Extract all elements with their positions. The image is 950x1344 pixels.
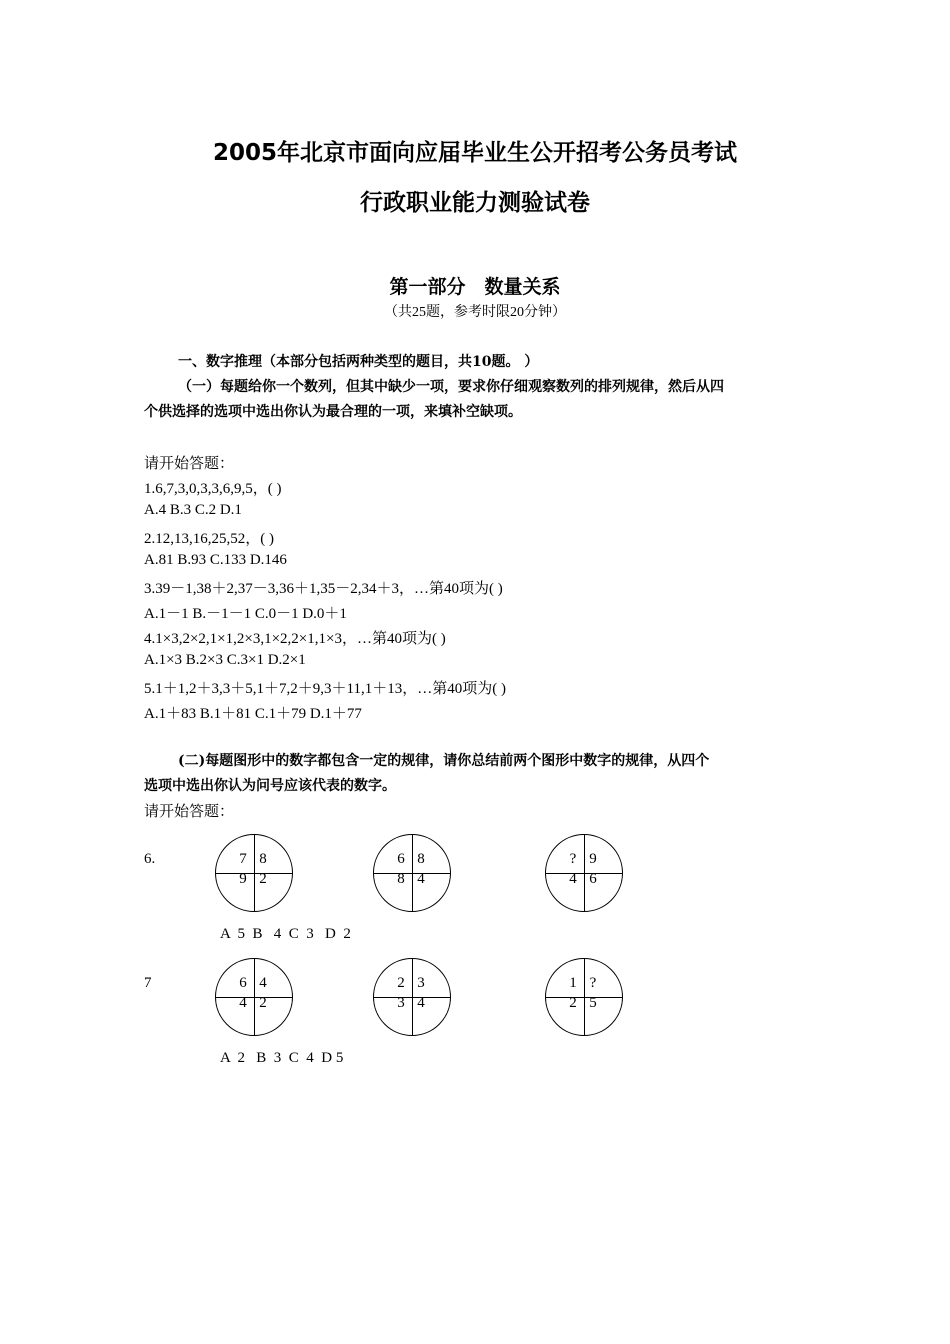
circle-number: 6 xyxy=(239,975,247,991)
circle-horizontal-divider xyxy=(216,873,292,874)
circle-number: 2 xyxy=(259,871,267,887)
circle-number: 3 xyxy=(397,995,405,1011)
circle-number: 4 xyxy=(417,871,425,887)
quartered-circle xyxy=(545,834,623,912)
circle-horizontal-divider xyxy=(374,873,450,874)
figure-options: A 5 B 4 C 3 D 2 xyxy=(220,926,351,942)
question-line: 3.39－1,38＋2,37－3,36＋1,35－2,34＋3，…第40项为( ) xyxy=(144,581,503,597)
instruction-line-4: 选项中选出你认为问号应该代表的数字。 xyxy=(144,778,396,794)
circle-number: 9 xyxy=(589,851,597,867)
exam-subtitle: 行政职业能力测验试卷 xyxy=(360,190,590,216)
quartered-circle xyxy=(215,958,293,1036)
circle-number: 4 xyxy=(239,995,247,1011)
circle-number: 8 xyxy=(397,871,405,887)
part-title: 第一部分 数量关系 xyxy=(389,276,561,298)
figure-options: A 2 B 3 C 4 D 5 xyxy=(220,1050,344,1066)
circle-number: 1 xyxy=(569,975,577,991)
question-options: A.1－1 B.－1－1 C.0－1 D.0＋1 xyxy=(144,606,347,622)
circle-number: 4 xyxy=(259,975,267,991)
quartered-circle xyxy=(545,958,623,1036)
circle-number: 2 xyxy=(397,975,405,991)
quartered-circle xyxy=(373,834,451,912)
question-options: A.1×3 B.2×3 C.3×1 D.2×1 xyxy=(144,652,306,668)
circle-number: 6 xyxy=(397,851,405,867)
circle-number: 5 xyxy=(589,995,597,1011)
section-heading: 一、数字推理（本部分包括两种类型的题目，共10题。 ） xyxy=(178,354,539,370)
circle-horizontal-divider xyxy=(546,997,622,998)
circle-number: 8 xyxy=(259,851,267,867)
question-options: A.1＋83 B.1＋81 C.1＋79 D.1＋77 xyxy=(144,706,362,722)
exam-title: 2005年北京市面向应届毕业生公开招考公务员考试 xyxy=(212,140,737,166)
quartered-circle xyxy=(373,958,451,1036)
start-prompt: 请开始答题： xyxy=(144,804,235,820)
question-line: 4.1×3,2×2,1×1,2×3,1×2,2×1,1×3，…第40项为( ) xyxy=(144,631,446,647)
question-line: 2.12,13,16,25,52，( ) xyxy=(144,531,274,547)
circle-number: 4 xyxy=(569,871,577,887)
circle-horizontal-divider xyxy=(216,997,292,998)
question-options: A.4 B.3 C.2 D.1 xyxy=(144,502,242,518)
instruction-line-1: （一）每题给你一个数列，但其中缺少一项，要求你仔细观察数列的排列规律，然后从四 xyxy=(178,379,724,395)
instruction-line-2: 个供选择的选项中选出你认为最合理的一项，来填补空缺项。 xyxy=(144,404,522,420)
circle-number: ? xyxy=(589,975,597,991)
start-prompt: 请开始答题： xyxy=(144,456,235,472)
circle-number: 4 xyxy=(417,995,425,1011)
circle-number: 6 xyxy=(589,871,597,887)
circle-number: 7 xyxy=(239,851,247,867)
question-line: 5.1＋1,2＋3,3＋5,1＋7,2＋9,3＋11,1＋13，…第40项为( ) xyxy=(144,681,506,697)
circle-horizontal-divider xyxy=(374,997,450,998)
circle-number: 3 xyxy=(417,975,425,991)
circle-number: 2 xyxy=(569,995,577,1011)
instruction-line-3: (二)每题图形中的数字都包含一定的规律，请你总结前两个图形中数字的规律，从四个 xyxy=(178,753,710,769)
figure-question-label: 7 xyxy=(144,975,152,991)
part-note: （共25题，参考时限20分钟） xyxy=(384,305,566,320)
figure-question-label: 6. xyxy=(144,851,156,867)
question-line: 1.6,7,3,0,3,3,6,9,5，( ) xyxy=(144,481,282,497)
circle-number: 2 xyxy=(259,995,267,1011)
circle-number: 8 xyxy=(417,851,425,867)
circle-horizontal-divider xyxy=(546,873,622,874)
circle-number: 9 xyxy=(239,871,247,887)
circle-number: ? xyxy=(569,851,577,867)
quartered-circle xyxy=(215,834,293,912)
question-options: A.81 B.93 C.133 D.146 xyxy=(144,552,287,568)
